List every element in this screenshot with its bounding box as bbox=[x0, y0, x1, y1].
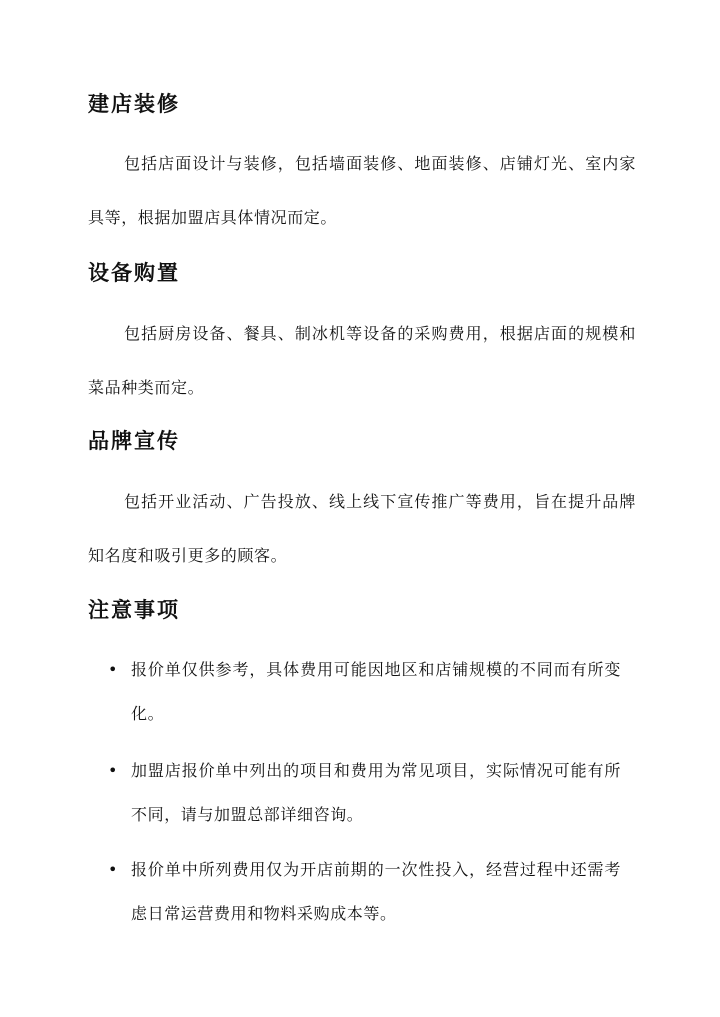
list-item-text: 报价单仅供参考，具体费用可能因地区和店铺规模的不同而有所变化。 bbox=[131, 660, 621, 723]
list-item-text: 加盟店报价单中列出的项目和费用为常见项目，实际情况可能有所不同，请与加盟总部详细咨询。 bbox=[131, 761, 621, 824]
section-heading: 建店装修 bbox=[88, 91, 180, 116]
section-heading: 注意事项 bbox=[88, 597, 180, 622]
section-heading: 品牌宣传 bbox=[88, 428, 180, 453]
list-item-text: 报价单中所列费用仅为开店前期的一次性投入，经营过程中还需考虑日常运营费用和物料采购成本等。 bbox=[131, 860, 621, 923]
section-paragraph: 包括开业活动、广告投放、线上线下宣传推广等费用，旨在提升品牌知名度和吸引更多的顾客。 bbox=[88, 492, 636, 565]
bullet-icon: • bbox=[108, 660, 118, 679]
section-heading: 设备购置 bbox=[88, 260, 180, 285]
section-paragraph: 包括厨房设备、餐具、制冰机等设备的采购费用，根据店面的规模和菜品种类而定。 bbox=[88, 324, 636, 397]
section-paragraph: 包括店面设计与装修，包括墙面装修、地面装修、店铺灯光、室内家具等，根据加盟店具体情况而定。 bbox=[88, 154, 636, 227]
bullet-icon: • bbox=[108, 761, 118, 780]
bullet-icon: • bbox=[108, 860, 118, 879]
